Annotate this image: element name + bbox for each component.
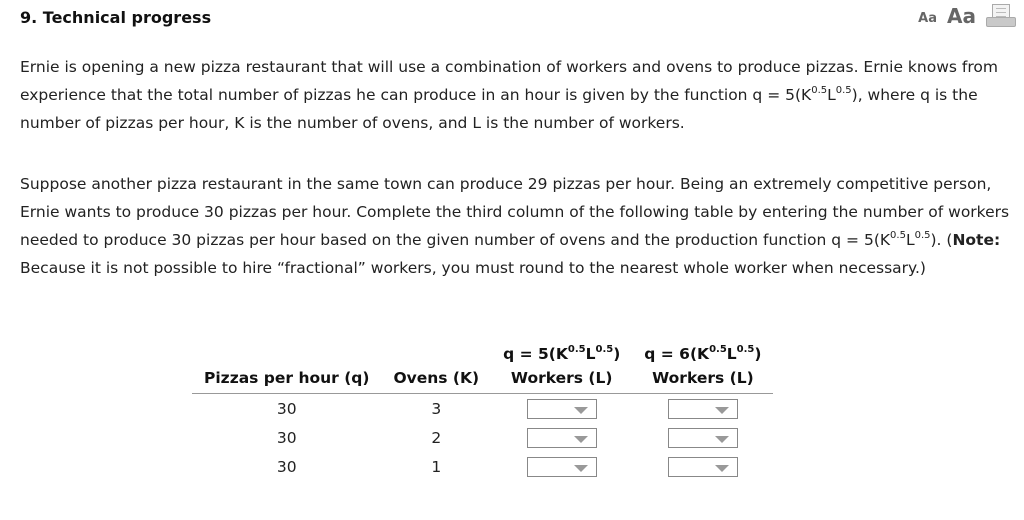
workers-dropdown-q5[interactable]	[527, 399, 597, 419]
workers-table	[192, 337, 773, 481]
font-size-large-button[interactable]: Aa	[947, 4, 976, 28]
chevron-down-icon	[715, 407, 729, 414]
ovens-cell: 1	[431, 457, 442, 476]
font-size-small-button[interactable]: Aa	[918, 11, 938, 26]
note-label: Note:	[952, 231, 1001, 249]
pizzas-cell: 30	[276, 457, 297, 476]
ovens-cell: 2	[431, 428, 442, 447]
table-row	[192, 452, 773, 481]
toolbar	[918, 4, 1014, 28]
workers-dropdown-q5[interactable]	[527, 457, 597, 477]
question-title: 9. Technical progress	[20, 8, 212, 27]
print-icon[interactable]	[986, 4, 1014, 28]
pizzas-cell: 30	[276, 428, 297, 447]
pizzas-cell: 30	[276, 399, 297, 418]
function-header-col4: $q = 6(K^{0.5}L^{0.5})$	[644, 343, 762, 363]
intro-paragraph: Ernie is opening a new pizza restaurant that will use a combination of workers and ovens to produce pizzas. Ernie knows from experience that the total number of pizzas he can produce in an hour is given by the function $q = 5(K^{0.5}L^{0.5})$, where q is the number of pizzas per hour, K is the number of ovens, and L is the number of workers.	[20, 58, 998, 132]
function-header-col3: $q = 5(K^{0.5}L^{0.5})$	[503, 343, 621, 363]
workers-dropdown-q5[interactable]	[527, 428, 597, 448]
table-row	[192, 423, 773, 452]
table-row	[192, 394, 773, 424]
workers-dropdown-q6[interactable]	[668, 457, 738, 477]
chevron-down-icon	[574, 436, 588, 443]
chevron-down-icon	[574, 465, 588, 472]
column-header-ovens: Ovens (K)	[381, 363, 491, 394]
ovens-cell: 3	[431, 399, 442, 418]
chevron-down-icon	[715, 465, 729, 472]
column-header-pizzas: Pizzas per hour (q)	[192, 363, 381, 394]
instructions-paragraph: Suppose another pizza restaurant in the same town can produce 29 pizzas per hour. Being an extremely competitive person, Ernie wants to produce 30 pizzas per hour. Complete the third column of the following table by entering the number of workers needed to produce 30 pizzas per hour based on the given number of ovens and the production function $q = 5(K^{0.5}L^{0.5})$. (Note: Because it is not possible to hire “fractional” workers, you must round to the nearest whole worker when necessary.)	[20, 175, 1010, 277]
chevron-down-icon	[574, 407, 588, 414]
workers-dropdown-q6[interactable]	[668, 428, 738, 448]
chevron-down-icon	[715, 436, 729, 443]
workers-dropdown-q6[interactable]	[668, 399, 738, 419]
column-header-workers-b: Workers (L)	[632, 363, 773, 394]
column-header-workers-a: Workers (L)	[491, 363, 632, 394]
